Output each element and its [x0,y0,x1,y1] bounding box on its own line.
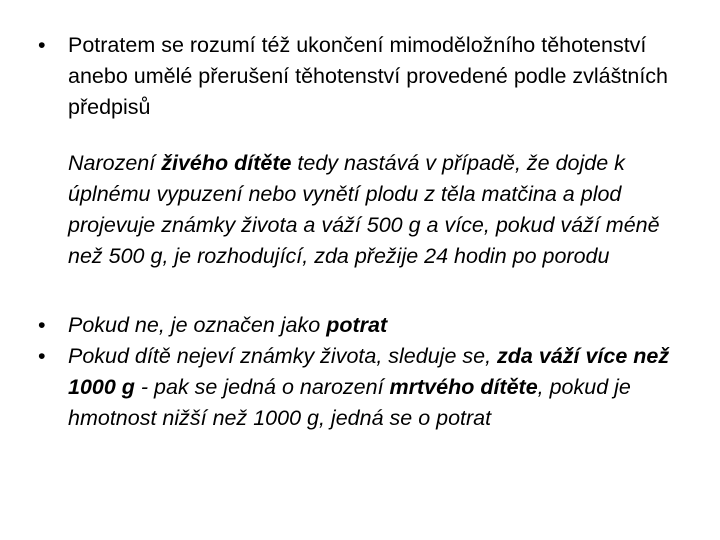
text-run: tedy nastává v případě, že dojde k úplnému vypuzení nebo vynětí plodu z těla matčina a plod projevuje známky života a váží 500 g a více, pokud váží méně než 500 g, je rozhodující, zda přežije 24 hodin po porodu [68,151,660,268]
bullet-icon: • [38,344,46,368]
text-run: Pokud dítě nejeví známky života, sleduje se, [68,344,498,368]
bold-text-run: živého dítěte [161,151,292,175]
text-run: Pokud ne, je označen jako [68,313,327,337]
text-run: Narození [68,151,162,175]
bullet-paragraph-potrat-definition [38,30,693,123]
text-run: , pokud je hmotnost nižší než 1000 g, jedná se o potrat [68,375,631,430]
bold-text-run: zda váží více než 1000 g [68,344,670,399]
bullet-paragraph-stillbirth [38,341,693,434]
bold-text-run: mrtvého dítěte [389,375,538,399]
bullet-icon: • [38,313,46,337]
bullet-paragraph-if-not [38,310,693,341]
bullet-icon: • [38,33,46,57]
text-run: - pak se jedná o narození [134,375,390,399]
bold-text-run: potrat [326,313,388,337]
paragraph-text: Potratem se rozumí též ukončení mimoděložního těhotenství anebo umělé přerušení těhotenství provedené podle zvláštních předpisů [68,33,669,119]
paragraph-live-birth [68,148,693,272]
